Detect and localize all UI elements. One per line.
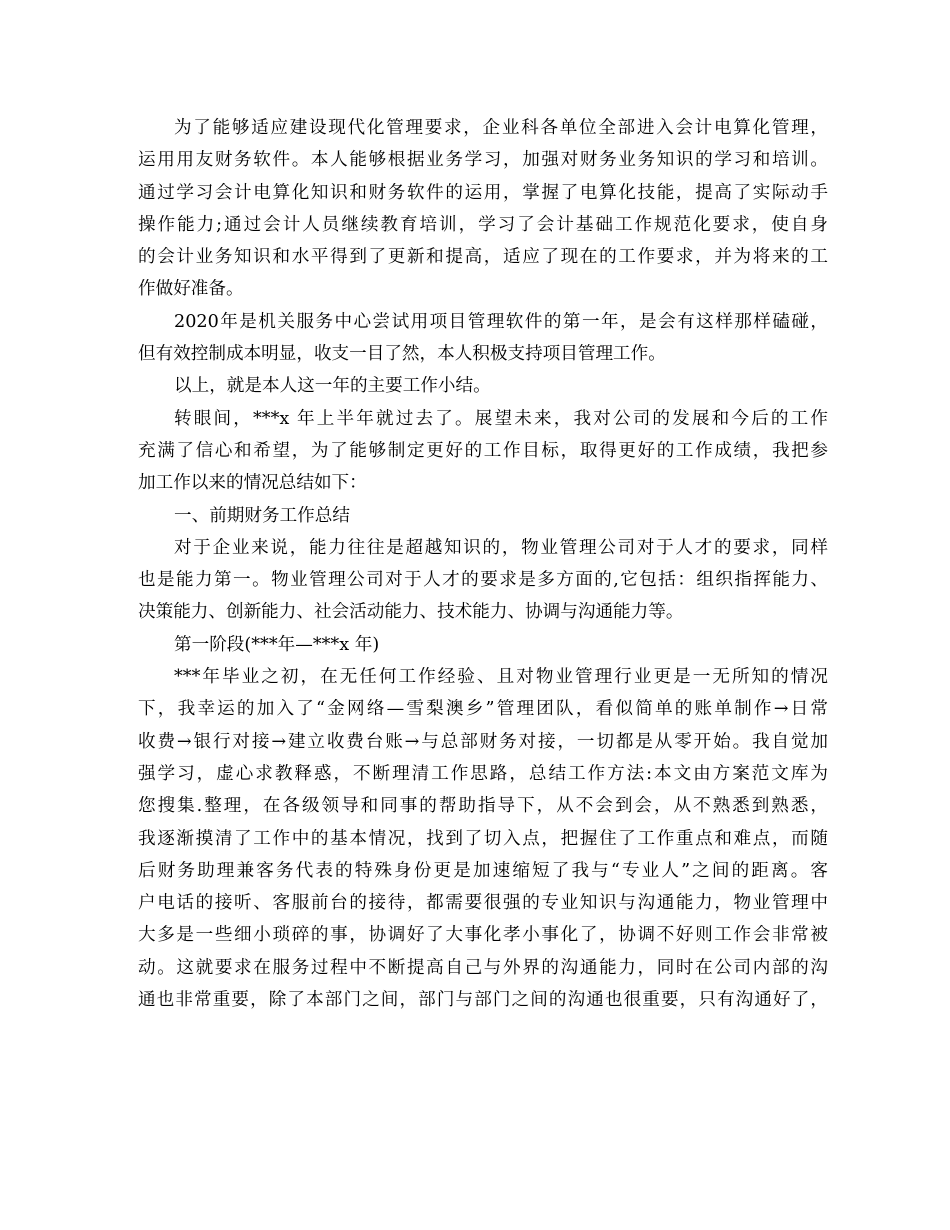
text-line: 为了能够适应建设现代化管理要求，企业科各单位全部进入会计电算化管理，	[174, 118, 828, 138]
text-line: 充满了信心和希望，为了能够制定更好的工作目标，取得更好的工作成绩，我把参	[138, 440, 828, 461]
section-heading: 第一阶段(***年—***x 年)	[174, 634, 380, 655]
text-line: 加工作以来的情况总结如下：	[138, 473, 367, 494]
text-line: 通也非常重要，除了本部门之间，部门与部门之间的沟通也很重要，只有沟通好了，	[138, 990, 828, 1011]
text-line: 收费→银行对接→建立收费台账→与总部财务对接，一切都是从零开始。我自觉加	[138, 731, 828, 752]
text-line: 您搜集.整理，在各级领导和同事的帮助指导下，从不会到会，从不熟悉到熟悉，	[138, 796, 828, 817]
text-line: 但有效控制成本明显，收支一目了然，本人积极支持项目管理工作。	[138, 344, 666, 365]
text-line: 动。这就要求在服务过程中不断提高自己与外界的沟通能力，同时在公司内部的沟	[138, 957, 828, 978]
text-line: 通过学习会计电算化知识和财务软件的运用，掌握了电算化技能，提高了实际动手	[138, 182, 828, 203]
text-line: 后财务助理兼客务代表的特殊身份更是加速缩短了我与“专业人”之间的距离。客	[138, 860, 828, 881]
text-line: 运用用友财务软件。本人能够根据业务学习，加强对财务业务知识的学习和培训。	[138, 150, 828, 171]
text-line: 下，我幸运的加入了“金网络—雪梨澳乡”管理团队，看似简单的账单制作→日常	[138, 699, 828, 720]
text-line: 我逐渐摸清了工作中的基本情况，找到了切入点，把握住了工作重点和难点，而随	[138, 828, 828, 849]
section-heading: 一、前期财务工作总结	[174, 505, 350, 526]
text-line: 户电话的接听、客服前台的接待，都需要很强的专业知识与沟通能力，物业管理中	[138, 893, 828, 914]
text-line: ***年毕业之初，在无任何工作经验、且对物业管理行业更是一无所知的情况	[174, 667, 828, 688]
text-line: 的会计业务知识和水平得到了更新和提高，适应了现在的工作要求，并为将来的工	[138, 247, 828, 268]
text-line: 操作能力;通过会计人员继续教育培训，学习了会计基础工作规范化要求，使自身	[138, 214, 828, 235]
text-line: 决策能力、创新能力、社会活动能力、技术能力、协调与沟通能力等。	[138, 602, 684, 623]
text-line: 以上，就是本人这一年的主要工作小结。	[174, 376, 491, 397]
text-line: 作做好准备。	[138, 279, 244, 300]
text-line: 也是能力第一。物业管理公司对于人才的要求是多方面的,它包括：组织指挥能力、	[138, 570, 828, 591]
text-line: 2020年是机关服务中心尝试用项目管理软件的第一年，是会有这样那样磕碰，	[174, 311, 828, 332]
body-text	[138, 112, 828, 1016]
text-line: 大多是一些细小琐碎的事，协调好了大事化孝小事化了，协调不好则工作会非常被	[138, 925, 828, 946]
text-line: 转眼间，***x 年上半年就过去了。展望未来，我对公司的发展和今后的工作	[174, 408, 828, 429]
text-line: 强学习，虚心求教释惑，不断理清工作思路，总结工作方法:本文由方案范文库为	[138, 763, 828, 784]
text-line: 对于企业来说，能力往往是超越知识的，物业管理公司对于人才的要求，同样	[174, 537, 828, 558]
